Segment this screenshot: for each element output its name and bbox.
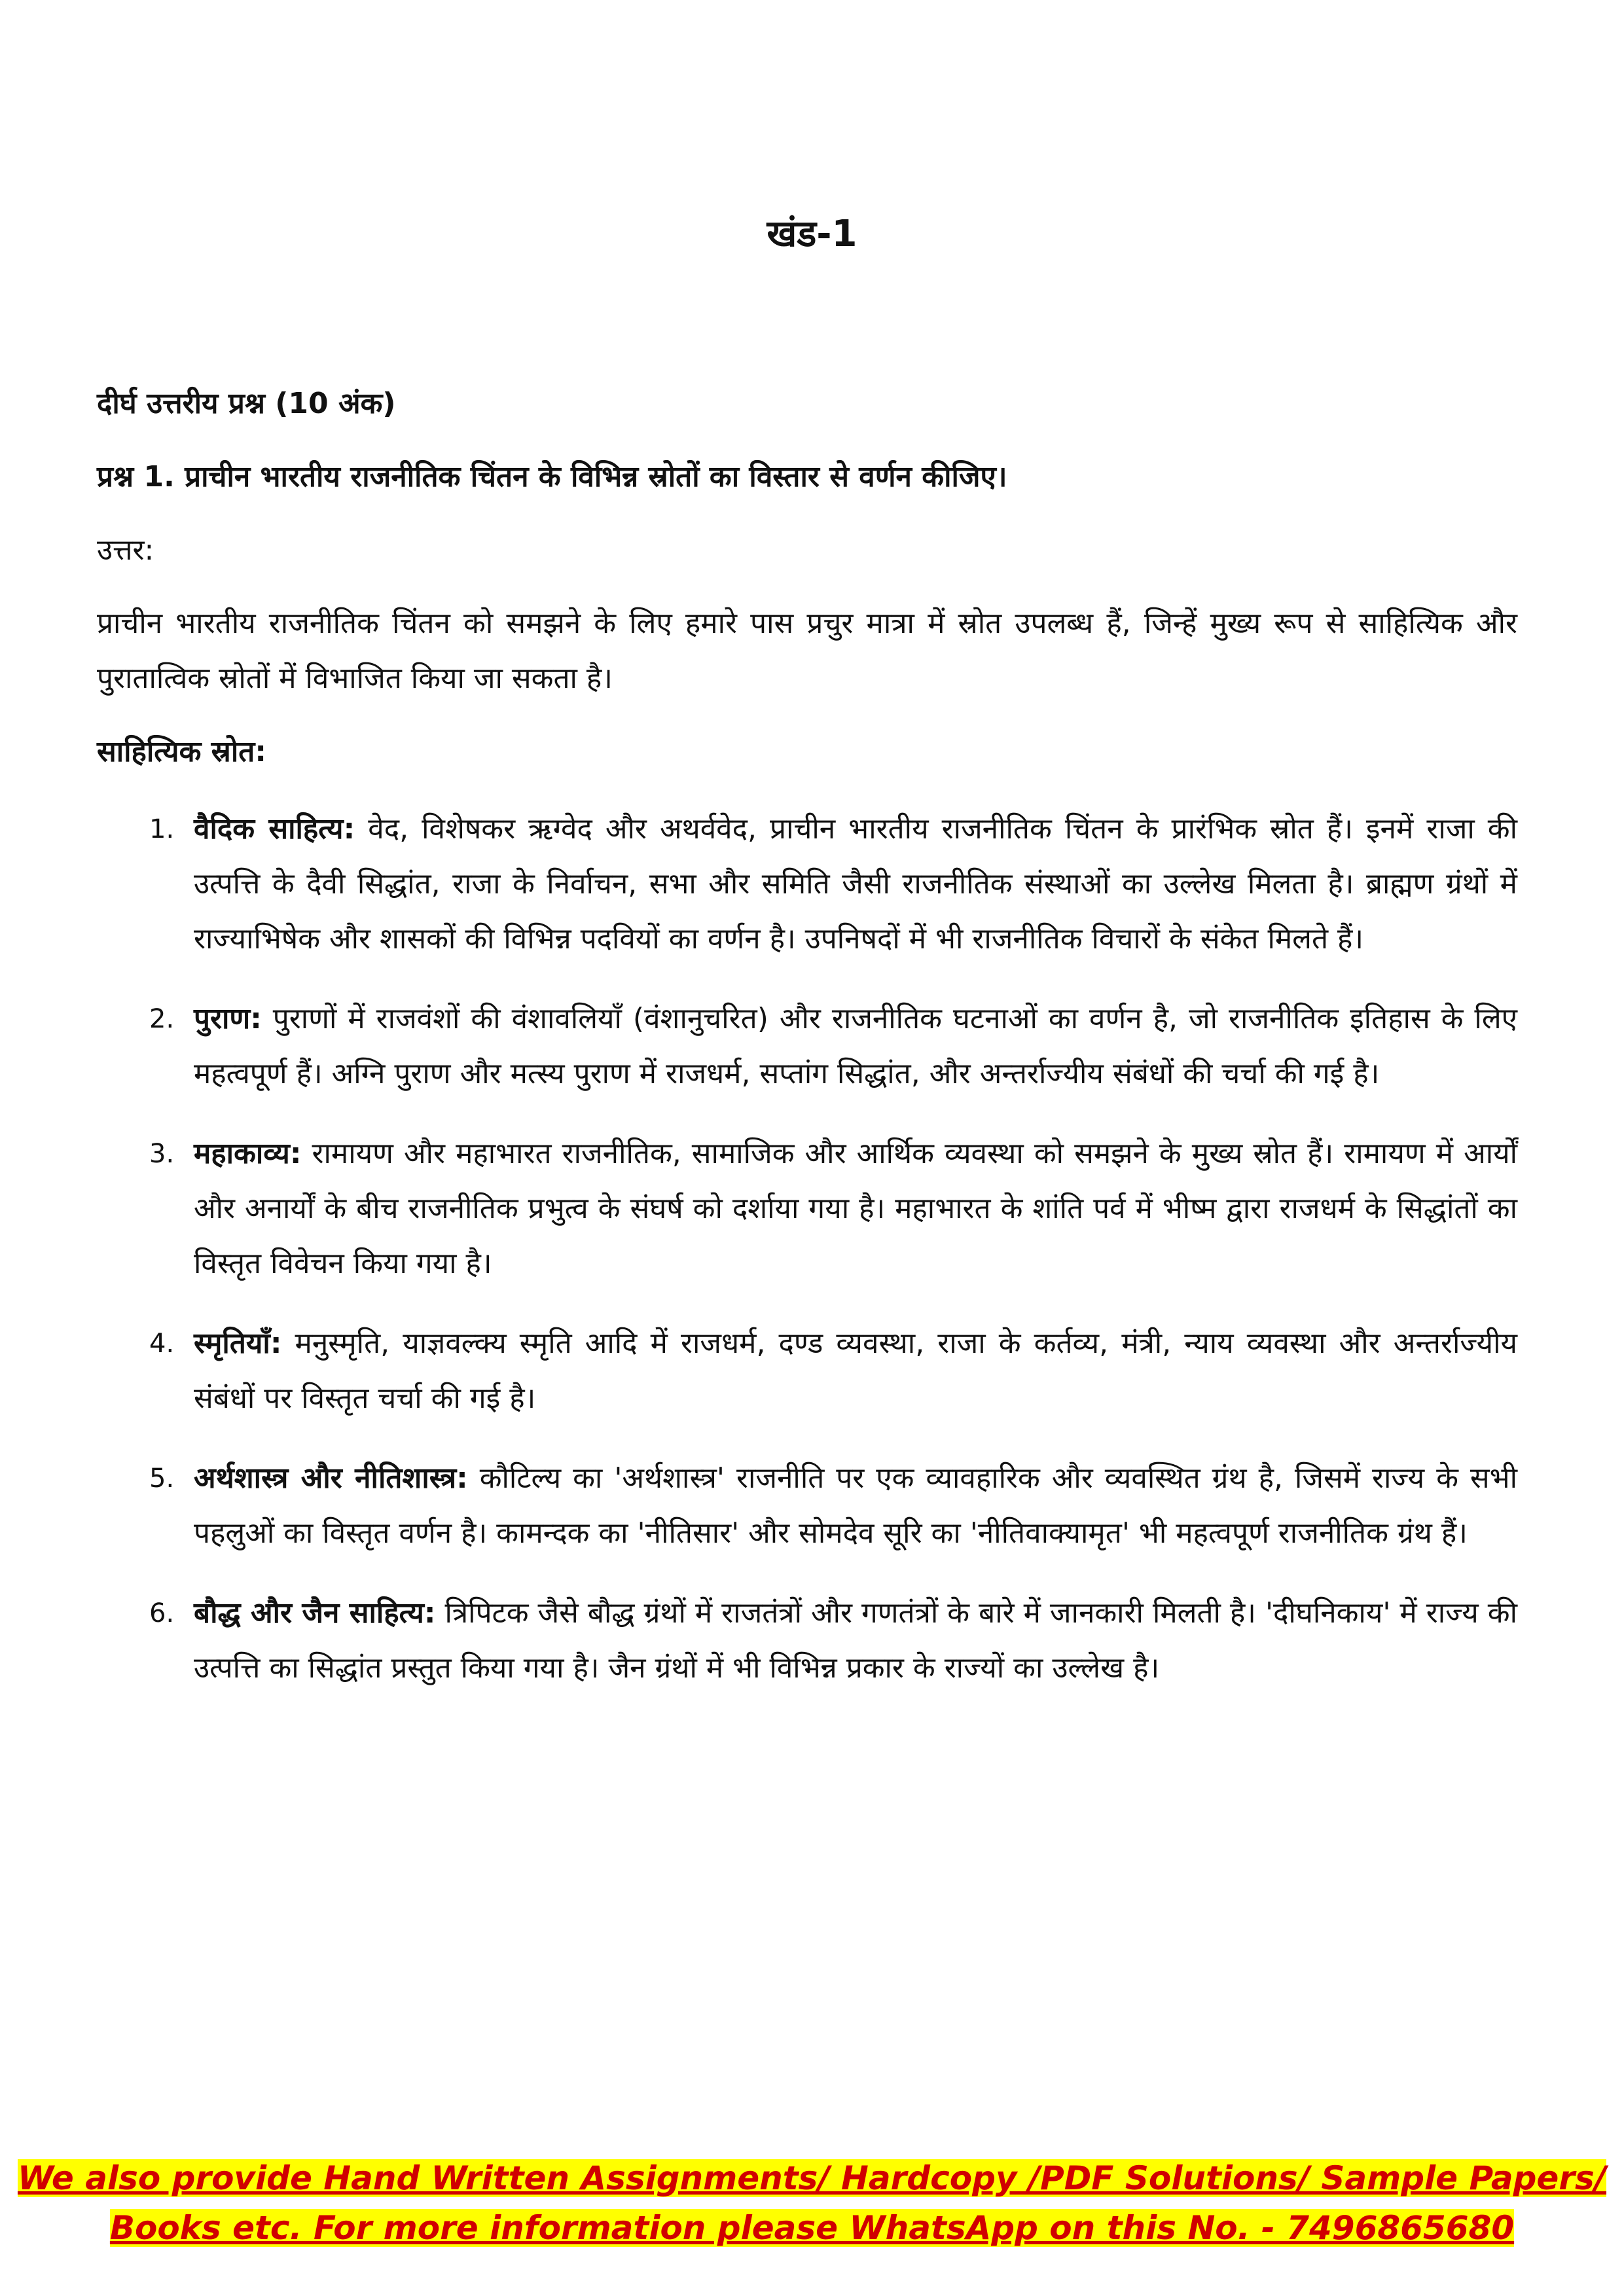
list-item-term: अर्थशास्त्र और नीतिशास्त्र: bbox=[194, 1462, 468, 1495]
answer-label: उत्तर: bbox=[97, 533, 154, 567]
sources-list bbox=[97, 802, 1517, 1696]
list-item-term: स्मृतियाँ: bbox=[194, 1327, 282, 1360]
list-item-text: वेद, विशेषकर ऋग्वेद और अथर्ववेद, प्राचीन भारतीय राजनीतिक चिंतन के प्रारंभिक स्रोत हैं। इनमें राजा की उत्पत्ति के दैवी सिद्धांत, राजा के निर्वाचन, सभा और समिति जैसी राजनीतिक संस्थाओं का उल्लेख मिलता है। ब्राह्मण ग्रंथों में राज्याभिषेक और शासकों की विभिन्न पदवियों का वर्णन है। उपनिषदों में भी राजनीतिक विचारों के संकेत मिलते हैं। bbox=[194, 812, 1517, 956]
list-item bbox=[97, 1451, 1517, 1561]
list-item bbox=[97, 1126, 1517, 1291]
list-item-text: रामायण और महाभारत राजनीतिक, सामाजिक और आर्थिक व्यवस्था को समझने के मुख्य स्रोत हैं। रामायण में आर्यों और अनार्यों के बीच राजनीतिक प्रभुत्व के संघर्ष को दर्शाया गया है। महाभारत के शांति पर्व में भीष्म द्वारा राजधर्म के सिद्धांतों का विस्तृत विवेचन किया गया है। bbox=[194, 1137, 1517, 1280]
list-item-text: मनुस्मृति, याज्ञवल्क्य स्मृति आदि में राजधर्म, दण्ड व्यवस्था, राजा के कर्तव्य, मंत्री, न्याय व्यवस्था और अन्तर्राज्यीय संबंधों पर विस्तृत चर्चा की गई है। bbox=[194, 1327, 1517, 1415]
list-item-number: 1. bbox=[149, 814, 175, 844]
list-item-number: 2. bbox=[149, 1004, 175, 1034]
list-item-number: 3. bbox=[149, 1139, 175, 1169]
list-item bbox=[97, 802, 1517, 967]
document-body bbox=[97, 376, 1517, 1721]
list-item-term: पुराण: bbox=[194, 1002, 262, 1035]
list-item bbox=[97, 992, 1517, 1102]
promo-footer-line-1: We also provide Hand Written Assignments/ Hardcopy /PDF Solutions/ Sample Papers/ bbox=[17, 2159, 1607, 2197]
list-item-text: कौटिल्य का 'अर्थशास्त्र' राजनीति पर एक व्यावहारिक और व्यवस्थित ग्रंथ है, जिसमें राज्य के सभी पहलुओं का विस्तृत वर्णन है। कामन्दक का 'नीतिसार' और सोमदेव सूरि का 'नीतिवाक्यामृत' भी महत्वपूर्ण राजनीतिक ग्रंथ हैं। bbox=[194, 1462, 1517, 1550]
list-item bbox=[97, 1316, 1517, 1426]
list-item-term: महाकाव्य: bbox=[194, 1137, 302, 1170]
promo-footer bbox=[0, 2153, 1624, 2253]
list-item-number: 6. bbox=[149, 1598, 175, 1628]
question-1: प्रश्न 1. प्राचीन भारतीय राजनीतिक चिंतन के विभिन्न स्रोतों का विस्तार से वर्णन कीजिए। bbox=[97, 460, 1007, 493]
list-item-text: त्रिपिटक जैसे बौद्ध ग्रंथों में राजतंत्रों और गणतंत्रों के बारे में जानकारी मिलती है। 'दीघनिकाय' में राज्य की उत्पत्ति का सिद्धांत प्रस्तुत किया गया है। जैन ग्रंथों में भी विभिन्न प्रकार के राज्यों का उल्लेख है। bbox=[194, 1596, 1517, 1685]
section-title: खंड-1 bbox=[767, 213, 857, 255]
list-item-number: 5. bbox=[149, 1463, 175, 1494]
promo-footer-line-2: Books etc. For more information please WhatsApp on this No. - 7496865680 bbox=[109, 2209, 1515, 2247]
list-item-number: 4. bbox=[149, 1329, 175, 1359]
long-answer-heading: दीर्घ उत्तरीय प्रश्न (10 अंक) bbox=[97, 387, 396, 420]
list-item-term: बौद्ध और जैन साहित्य: bbox=[194, 1596, 436, 1630]
intro-paragraph: प्राचीन भारतीय राजनीतिक चिंतन को समझने के लिए हमारे पास प्रचुर मात्रा में स्रोत उपलब्ध हैं, जिन्हें मुख्य रूप से साहित्यिक और पुरातात्विक स्रोतों में विभाजित किया जा सकता है। bbox=[97, 607, 1517, 695]
list-item-term: वैदिक साहित्य: bbox=[194, 812, 355, 846]
literary-sources-heading: साहित्यिक स्रोत: bbox=[97, 735, 266, 768]
list-item-text: पुराणों में राजवंशों की वंशावलियाँ (वंशानुचरित) और राजनीतिक घटनाओं का वर्णन है, जो राजनीतिक इतिहास के लिए महत्वपूर्ण हैं। अग्नि पुराण और मत्स्य पुराण में राजधर्म, सप्तांग सिद्धांत, और अन्तर्राज्यीय संबंधों की चर्चा की गई है। bbox=[194, 1002, 1517, 1090]
list-item bbox=[97, 1586, 1517, 1696]
